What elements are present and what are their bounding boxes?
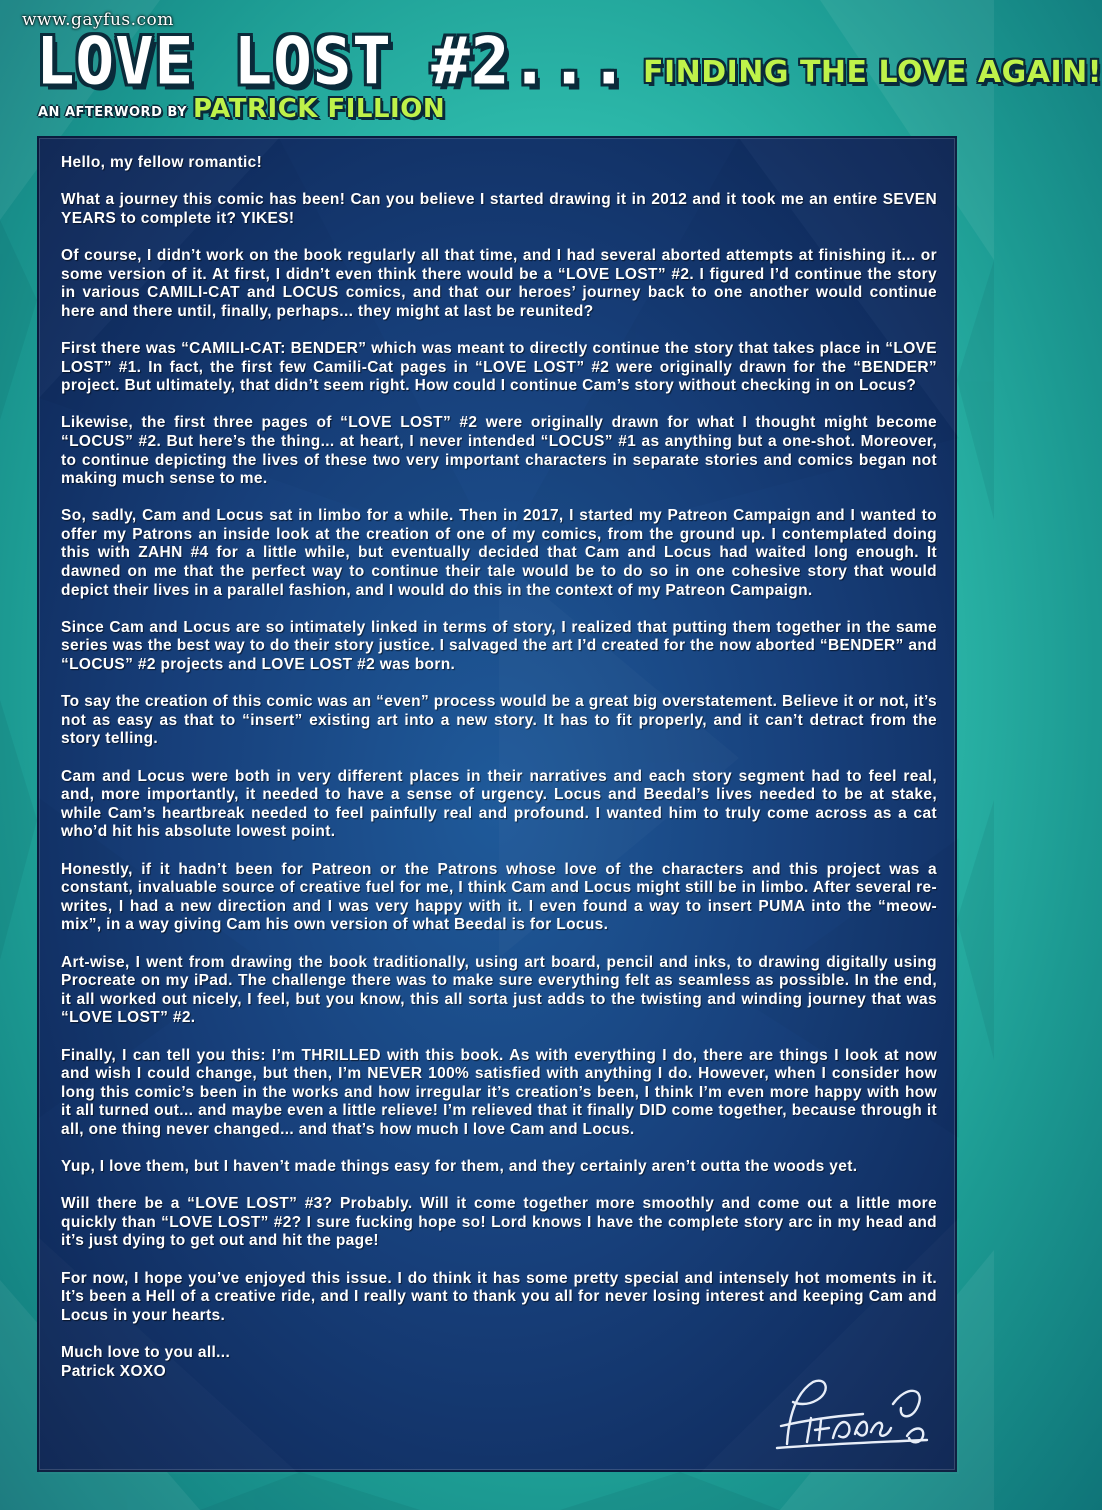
letter-paragraph: What a journey this comic has been! Can you believe I started drawing it in 2012 and it took me an entire SEVEN YEARS to complete it? YIKES!	[61, 191, 937, 227]
letter-paragraph: To say the creation of this comic was an “even” process would be a great big overstatement. Believe it or not, it’s not as easy as that to “insert” existing art into a new story. It has to fit properly, and it can’t detract from the story telling.	[61, 693, 937, 748]
letter-paragraph: For now, I hope you’ve enjoyed this issue. I do think it has some pretty special and intensely hot moments in it. It’s been a Hell of a creative ride, and I really want to thank you all for never losing interest and keeping Cam and Locus in your hearts.	[61, 1269, 937, 1324]
letter-paragraph: First there was “CAMILI-CAT: BENDER” which was meant to directly continue the story that takes place in “LOVE LOST” #1. In fact, the first few Camili-Cat pages in “LOVE LOST” #2 were originally drawn for the “BENDER” project. But ultimately, that didn’t seem right. How could I continue Cam’s story without checking in on Locus?	[61, 339, 937, 395]
letter-paragraph: Will there be a “LOVE LOST” #3? Probably. Will it come together more smoothly and come out a little more quickly than “LOVE LOST” #2? I sure fucking hope so! Lord knows I have the complete story arc in my head and it’s just dying to get out and hit the page!	[61, 1195, 937, 1250]
title-row	[36, 24, 1102, 100]
letter-paragraph: Honestly, if it hadn’t been for Patreon or the Patrons whose love of the characters and this project was a constant, invaluable source of creative fuel for me, I think Cam and Locus might still be in limbo. After several re-writes, I had a new direction and I was very happy with it. I even found a way to insert PUMA into the “meow-mix”, in a way giving Cam his own version of what Beedal is for Locus.	[61, 860, 937, 934]
watermark-text: www.gayfus.com	[22, 10, 174, 30]
letter-paragraph: Cam and Locus were both in very different places in their narratives and each story segment had to feel real, and, more importantly, it needed to have a sense of urgency. Locus and Beedal’s lives needed to be at stake, while Cam’s heartbreak needed to feel painfully real and profound. I wanted him to truly come across as a cat who’d hit his absolute lowest point.	[61, 767, 937, 841]
handwritten-signature-icon	[767, 1374, 937, 1452]
afterword-text	[61, 154, 937, 1381]
letter-paragraph: Art-wise, I went from drawing the book traditionally, using art board, pencil and inks, to drawing digitally using Procreate on my iPad. The challenge there was to make sure everything felt as seamless as possible. In the end, it all worked out nicely, I feel, but you know, this all sorta just adds to the twisting and winding journey that was “LOVE LOST” #2.	[61, 953, 937, 1027]
letter-paragraph: Likewise, the first three pages of “LOVE LOST” #2 were originally drawn for what I thought might become “LOCUS” #2. But here’s the thing... at heart, I never intended “LOCUS” #1 as anything but a one-shot. Moreover, to continue depicting the lives of these two very important characters in separate stories and comics began not making much sense to me.	[61, 414, 937, 488]
letter-paragraph: So, sadly, Cam and Locus sat in limbo for a while. Then in 2017, I started my Patreon Campaign and I wanted to offer my Patrons an inside look at the creation of one of my comics, from the ground up. I contemplated doing this with ZAHN #4 for a little while, but eventually decided that Cam and Locus had waited long enough. It dawned on me that the perfect way to continue their tale would be to do so in one cohesive story that would depict their lives in a parallel fashion, and I would do this in the context of my Patreon Campaign.	[61, 507, 937, 599]
byline-author: PATRICK FILLION	[193, 94, 446, 124]
letter-signature-name: Patrick XOXO	[61, 1362, 166, 1380]
letter-greeting: Hello, my fellow romantic!	[61, 154, 263, 171]
letter-paragraph: Yup, I love them, but I haven’t made things easy for them, and they certainly aren’t outta the woods yet.	[61, 1158, 858, 1176]
byline-prefix: AN AFTERWORD BY	[38, 105, 187, 120]
afterword-panel	[37, 136, 957, 1472]
page-title: LOVE LOST #2...	[36, 24, 629, 100]
byline	[38, 94, 445, 124]
page-subtitle: FINDING THE LOVE AGAIN!	[642, 55, 1102, 90]
letter-paragraph: Finally, I can tell you this: I’m THRILLED with this book. As with everything I do, there are things I look at now and wish I could change, but then, I’m NEVER 100% satisfied with anything I do. However, when I consider how long this comic’s been in the works and how irregular it’s creation’s been, I think I’m even more happy with how it all turned out... and maybe even a little relieve! I’m relieved that it finally DID come together, because through it all, one thing never changed... and that’s how much I love Cam and Locus.	[61, 1046, 937, 1138]
letter-signoff: Much love to you all...	[61, 1344, 231, 1361]
letter-paragraph: Of course, I didn’t work on the book regularly all that time, and I had several aborted attempts at finishing it... or some version of it. At first, I didn’t even think there would be a “LOVE LOST” #2. I figured I’d continue the story in various CAMILI-CAT and LOCUS comics, and that our heroes’ journey back to one another would continue here and there until, finally, perhaps... they might at last be reunited?	[61, 246, 937, 320]
letter-paragraph: Since Cam and Locus are so intimately linked in terms of story, I realized that putting them together in the same series was the best way to do their story justice. I salvaged the art I’d created for the now aborted “BENDER” and “LOCUS” #2 projects and LOVE LOST #2 was born.	[61, 618, 937, 674]
